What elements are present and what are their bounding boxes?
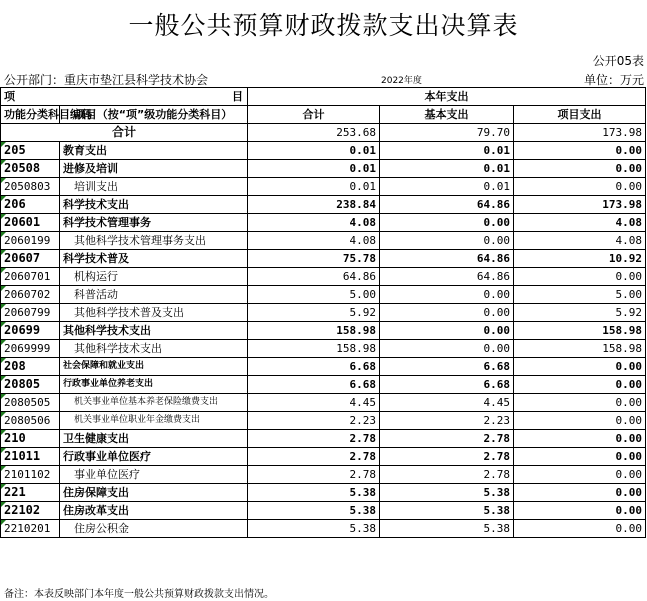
project-cell[interactable]: 10.92 (514, 250, 646, 268)
total-cell[interactable]: 2.78 (248, 448, 380, 466)
basic-cell[interactable]: 5.38 (380, 520, 514, 538)
name-cell[interactable]: 科学技术管理事务 (60, 214, 248, 232)
project-cell[interactable]: 0.00 (514, 520, 646, 538)
project-cell[interactable]: 158.98 (514, 340, 646, 358)
basic-cell[interactable]: 2.78 (380, 466, 514, 484)
name-cell[interactable]: 机构运行 (60, 268, 248, 286)
code-cell[interactable]: 22102 (1, 502, 60, 520)
total-cell[interactable]: 0.01 (248, 178, 380, 196)
header-item-label: 项 (4, 90, 15, 103)
total-cell[interactable]: 0.01 (248, 142, 380, 160)
name-cell[interactable]: 其他科学技术支出 (60, 322, 248, 340)
code-cell[interactable]: 20607 (1, 250, 60, 268)
table-row (1, 160, 646, 178)
basic-cell[interactable]: 64.86 (380, 268, 514, 286)
name-cell[interactable]: 科普活动 (60, 286, 248, 304)
total-cell[interactable]: 5.38 (248, 484, 380, 502)
basic-cell[interactable]: 0.00 (380, 214, 514, 232)
code-cell[interactable]: 2210201 (1, 520, 60, 538)
total-cell[interactable]: 2.78 (248, 430, 380, 448)
code-cell[interactable]: 205 (1, 142, 60, 160)
project-cell[interactable]: 0.00 (514, 430, 646, 448)
project-cell[interactable]: 5.00 (514, 286, 646, 304)
name-cell[interactable]: 其他科学技术普及支出 (60, 304, 248, 322)
project-cell[interactable]: 0.00 (514, 142, 646, 160)
header-code-col[interactable]: 功能分类科目编码 (1, 106, 60, 124)
table-row (1, 412, 646, 430)
total-cell[interactable]: 4.08 (248, 214, 380, 232)
project-cell[interactable]: 0.00 (514, 412, 646, 430)
basic-cell[interactable]: 0.01 (380, 142, 514, 160)
code-cell[interactable]: 2069999 (1, 340, 60, 358)
expenditure-table (0, 87, 646, 538)
table-row (1, 178, 646, 196)
total-cell[interactable]: 6.68 (248, 358, 380, 376)
header-item-end-label: 目 (232, 90, 243, 103)
header-current-year-label: 本年支出 (424, 90, 469, 103)
total-cell[interactable]: 64.86 (248, 268, 380, 286)
table-row (1, 340, 646, 358)
name-cell[interactable]: 机关事业单位职业年金缴费支出 (60, 412, 248, 430)
name-cell[interactable]: 其他科学技术管理事务支出 (60, 232, 248, 250)
total-cell[interactable]: 238.84 (248, 196, 380, 214)
total-cell[interactable]: 4.45 (248, 394, 380, 412)
total-project-cell[interactable]: 173.98 (514, 124, 646, 142)
project-cell[interactable]: 0.00 (514, 160, 646, 178)
basic-cell[interactable]: 0.01 (380, 178, 514, 196)
total-cell[interactable]: 5.38 (248, 502, 380, 520)
header-project-col[interactable]: 项目支出 (514, 106, 646, 124)
table-row (1, 214, 646, 232)
code-cell[interactable]: 2080506 (1, 412, 60, 430)
code-cell[interactable]: 20601 (1, 214, 60, 232)
code-cell[interactable]: 20805 (1, 376, 60, 394)
table-row (1, 268, 646, 286)
basic-cell[interactable]: 64.86 (380, 196, 514, 214)
total-cell[interactable]: 158.98 (248, 340, 380, 358)
basic-cell[interactable]: 64.86 (380, 250, 514, 268)
header-row-top (1, 88, 646, 106)
name-cell[interactable]: 事业单位医疗 (60, 466, 248, 484)
project-cell[interactable]: 5.92 (514, 304, 646, 322)
basic-cell[interactable]: 4.45 (380, 394, 514, 412)
total-cell[interactable]: 2.78 (248, 466, 380, 484)
table-row (1, 484, 646, 502)
unit-label: 单位：万元 (583, 73, 644, 87)
project-cell[interactable]: 0.00 (514, 376, 646, 394)
basic-cell[interactable]: 0.00 (380, 340, 514, 358)
form-code: 公开05表 (592, 54, 644, 68)
project-cell[interactable]: 0.00 (514, 358, 646, 376)
header-total-col[interactable]: 合计 (248, 106, 380, 124)
code-cell[interactable]: 2060701 (1, 268, 60, 286)
table-row (1, 304, 646, 322)
fiscal-year: 2022年度 (381, 76, 422, 86)
basic-cell[interactable]: 6.68 (380, 376, 514, 394)
header-name-col[interactable]: 项目（按“项”级功能分类科目） (60, 106, 248, 124)
project-cell[interactable]: 0.00 (514, 448, 646, 466)
total-basic-cell[interactable]: 79.70 (380, 124, 514, 142)
project-cell[interactable]: 0.00 (514, 502, 646, 520)
code-cell[interactable]: 210 (1, 430, 60, 448)
code-cell[interactable]: 20699 (1, 322, 60, 340)
name-cell[interactable]: 社会保障和就业支出 (60, 358, 248, 376)
name-cell[interactable]: 行政事业单位养老支出 (60, 376, 248, 394)
table-row (1, 142, 646, 160)
code-cell[interactable]: 2050803 (1, 178, 60, 196)
basic-cell[interactable]: 0.01 (380, 160, 514, 178)
table-row (1, 466, 646, 484)
basic-cell[interactable]: 2.78 (380, 448, 514, 466)
table-row (1, 520, 646, 538)
project-cell[interactable]: 173.98 (514, 196, 646, 214)
code-cell[interactable]: 21011 (1, 448, 60, 466)
total-cell[interactable]: 0.01 (248, 160, 380, 178)
code-cell[interactable]: 2060702 (1, 286, 60, 304)
total-cell[interactable]: 5.92 (248, 304, 380, 322)
basic-cell[interactable]: 5.38 (380, 484, 514, 502)
basic-cell[interactable]: 0.00 (380, 322, 514, 340)
project-cell[interactable]: 0.00 (514, 484, 646, 502)
code-cell[interactable]: 221 (1, 484, 60, 502)
name-cell[interactable]: 培训支出 (60, 178, 248, 196)
table-row (1, 358, 646, 376)
project-cell[interactable]: 4.08 (514, 232, 646, 250)
basic-cell[interactable]: 6.68 (380, 358, 514, 376)
project-cell[interactable]: 0.00 (514, 178, 646, 196)
basic-cell[interactable]: 0.00 (380, 232, 514, 250)
name-cell[interactable]: 住房保障支出 (60, 484, 248, 502)
project-cell[interactable]: 0.00 (514, 268, 646, 286)
code-cell[interactable]: 2060199 (1, 232, 60, 250)
table-row (1, 232, 646, 250)
footnote: 备注：本表反映部门本年度一般公共预算财政拨款支出情况。 (4, 589, 274, 600)
name-cell[interactable]: 卫生健康支出 (60, 430, 248, 448)
name-cell[interactable]: 教育支出 (60, 142, 248, 160)
table-row (1, 286, 646, 304)
table-row (1, 376, 646, 394)
code-cell[interactable]: 206 (1, 196, 60, 214)
total-cell[interactable]: 4.08 (248, 232, 380, 250)
table-row (1, 196, 646, 214)
name-cell[interactable]: 科学技术支出 (60, 196, 248, 214)
table-row (1, 502, 646, 520)
basic-cell[interactable]: 5.38 (380, 502, 514, 520)
department-label: 公开部门：重庆市垫江县科学技术协会 (4, 73, 209, 87)
total-label-cell[interactable]: 合计 (1, 124, 248, 142)
basic-cell[interactable]: 0.00 (380, 286, 514, 304)
header-item-cell[interactable] (1, 88, 248, 106)
total-cell[interactable]: 6.68 (248, 376, 380, 394)
basic-cell[interactable]: 2.78 (380, 430, 514, 448)
total-cell[interactable]: 5.38 (248, 520, 380, 538)
project-cell[interactable]: 4.08 (514, 214, 646, 232)
page-title: 一般公共预算财政拨款支出决算表 (128, 11, 519, 40)
table-row (1, 250, 646, 268)
table-row (1, 430, 646, 448)
table-row (1, 322, 646, 340)
name-cell[interactable]: 住房改革支出 (60, 502, 248, 520)
total-cell[interactable]: 2.23 (248, 412, 380, 430)
code-cell[interactable]: 2060799 (1, 304, 60, 322)
total-cell[interactable]: 158.98 (248, 322, 380, 340)
name-cell[interactable]: 科学技术普及 (60, 250, 248, 268)
project-cell[interactable]: 0.00 (514, 466, 646, 484)
total-cell[interactable]: 5.00 (248, 286, 380, 304)
code-cell[interactable]: 2080505 (1, 394, 60, 412)
code-cell[interactable]: 20508 (1, 160, 60, 178)
total-row (1, 124, 646, 142)
code-cell[interactable]: 208 (1, 358, 60, 376)
name-cell[interactable]: 其他科学技术支出 (60, 340, 248, 358)
basic-cell[interactable]: 2.23 (380, 412, 514, 430)
table-row (1, 394, 646, 412)
name-cell[interactable]: 进修及培训 (60, 160, 248, 178)
name-cell[interactable]: 行政事业单位医疗 (60, 448, 248, 466)
project-cell[interactable]: 0.00 (514, 394, 646, 412)
total-sum-cell[interactable]: 253.68 (248, 124, 380, 142)
table-row (1, 448, 646, 466)
basic-cell[interactable]: 0.00 (380, 304, 514, 322)
code-cell[interactable]: 2101102 (1, 466, 60, 484)
name-cell[interactable]: 住房公积金 (60, 520, 248, 538)
name-cell[interactable]: 机关事业单位基本养老保险缴费支出 (60, 394, 248, 412)
project-cell[interactable]: 158.98 (514, 322, 646, 340)
header-basic-col[interactable]: 基本支出 (380, 106, 514, 124)
header-row-columns (1, 106, 646, 124)
total-cell[interactable]: 75.78 (248, 250, 380, 268)
header-current-year-cell[interactable] (248, 88, 646, 106)
